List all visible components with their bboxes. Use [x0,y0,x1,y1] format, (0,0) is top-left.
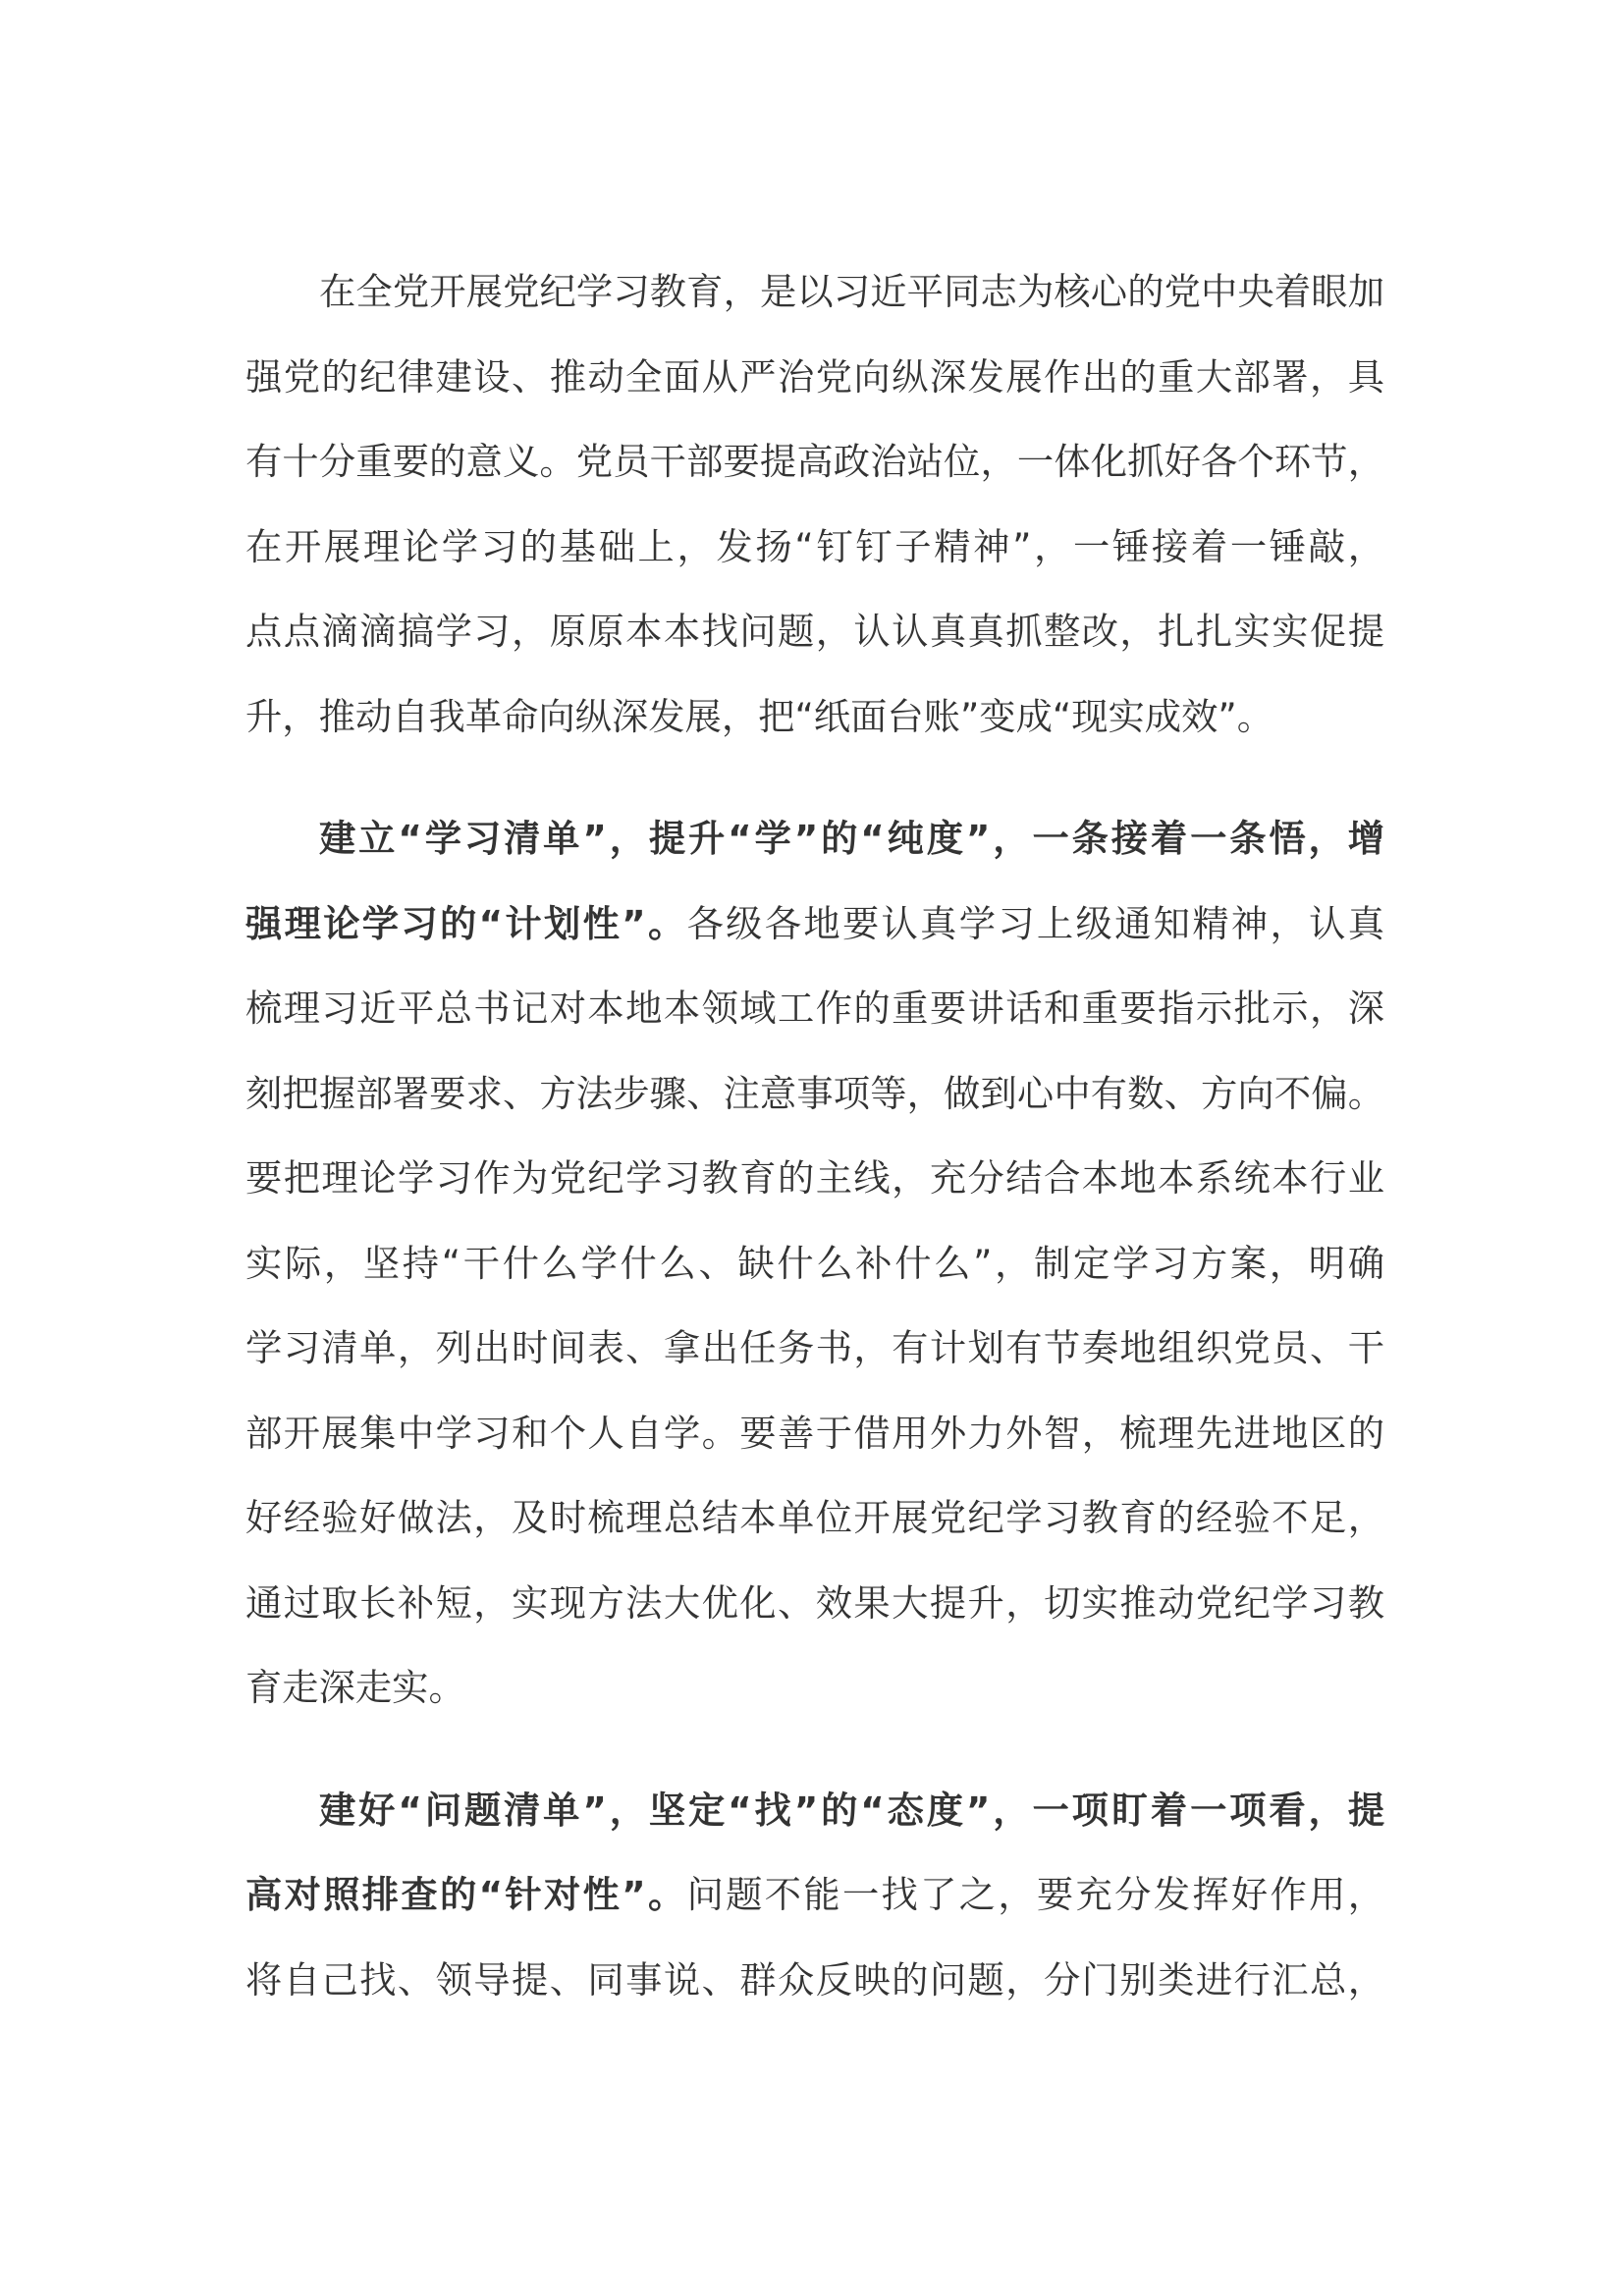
text-line: 强理论学习的“计划性”。各级各地要认真学习上级通知精神，认真 [245,901,1384,945]
text-line: 学习清单，列出时间表、拿出任务书，有计划有节奏地组织党员、干 [245,1326,1384,1369]
document-page [245,249,1384,2059]
paragraph-study-list [245,796,1384,1731]
text-line: 部开展集中学习和个人自学。要善于借用外力外智，梳理先进地区的 [245,1411,1384,1455]
text-line: 点点滴滴搞学习，原原本本找问题，认认真真抓整改，扎扎实实促提 [245,610,1384,653]
text-line: 育走深走实。 [245,1666,465,1709]
text-line: 通过取长补短，实现方法大优化、效果大提升，切实推动党纪学习教 [245,1580,1384,1625]
paragraph-intro [245,249,1384,759]
section-heading-line: 建立“学习清单”，提升“学”的“纯度”，一条接着一条悟，增 [319,817,1384,860]
text-line: 要把理论学习作为党纪学习教育的主线，充分结合本地本系统本行业 [245,1156,1384,1200]
text-line: 刻把握部署要求、方法步骤、注意事项等，做到心中有数、方向不偏。 [245,1071,1384,1115]
text-line: 将自己找、领导提、同事说、群众反映的问题，分门别类进行汇总， [245,1957,1384,2002]
text-line: 好经验好做法，及时梳理总结本单位开展党纪学习教育的经验不足， [245,1496,1384,1539]
text-line: 梳理习近平总书记对本地本领域工作的重要讲话和重要指示批示，深 [245,987,1384,1030]
text-line: 有十分重要的意义。党员干部要提高政治站位，一体化抓好各个环节， [245,440,1384,483]
text-line: 在开展理论学习的基础上，发扬“钉钉子精神”，一锤接着一锤敲， [245,524,1384,568]
text-line: 升，推动自我革命向纵深发展，把“纸面台账”变成“现实成效”。 [245,694,1274,738]
text-line: 在全党开展党纪学习教育，是以习近平同志为核心的党中央着眼加 [319,270,1384,313]
section-heading-line: 建好“问题清单”，坚定“找”的“态度”，一项盯着一项看，提 [319,1788,1384,1832]
text-line: 高对照排查的“针对性”。问题不能一找了之，要充分发挥好作用， [245,1873,1384,1916]
text-line: 实际，坚持“干什么学什么、缺什么补什么”，制定学习方案，明确 [245,1241,1384,1285]
text-line: 强党的纪律建设、推动全面从严治党向纵深发展作出的重大部署，具 [245,354,1384,399]
paragraph-problem-list [245,1768,1384,2023]
